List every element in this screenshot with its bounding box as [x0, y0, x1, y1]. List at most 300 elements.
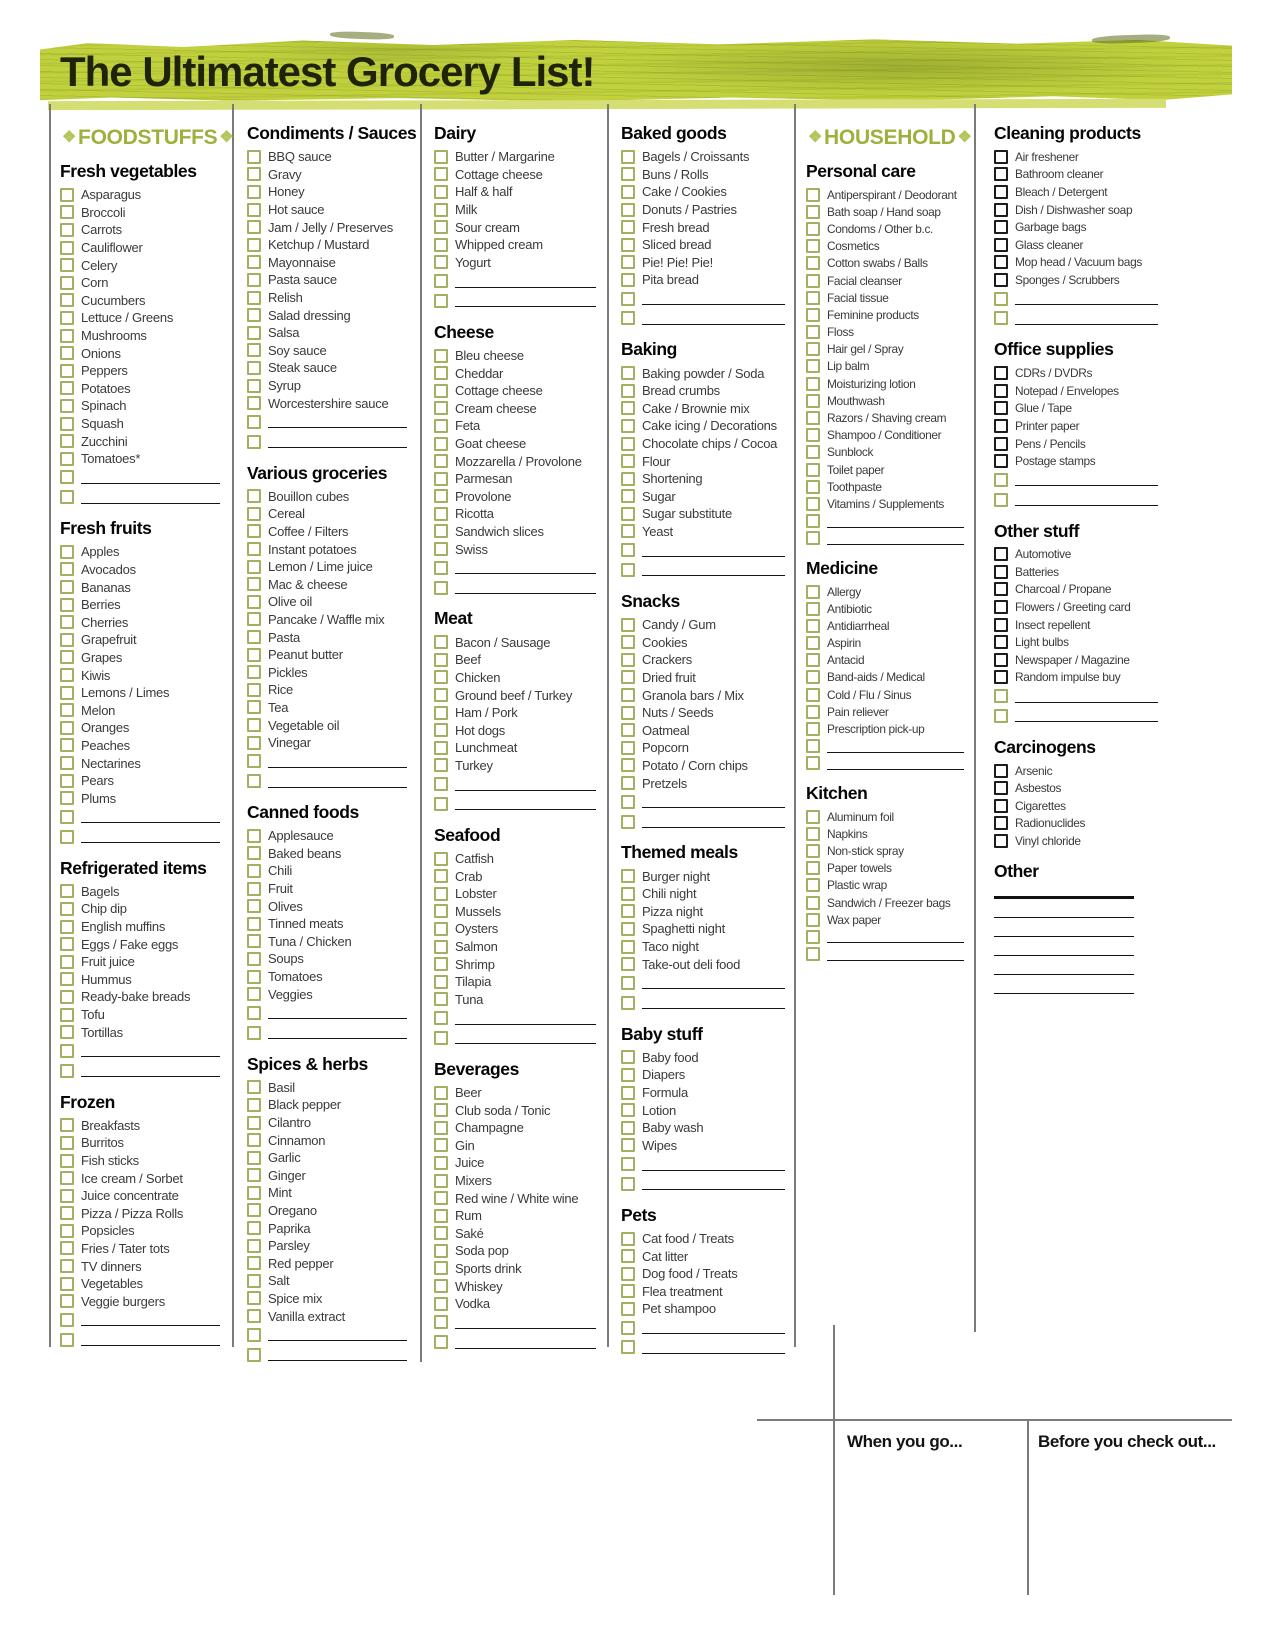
write-in-line[interactable]	[1015, 493, 1158, 506]
checkbox[interactable]	[806, 342, 820, 356]
checkbox[interactable]	[806, 188, 820, 202]
checkbox[interactable]	[621, 688, 635, 702]
checkbox[interactable]	[434, 349, 448, 363]
checkbox[interactable]	[247, 970, 261, 984]
checkbox[interactable]	[247, 1186, 261, 1200]
checkbox[interactable]	[247, 648, 261, 662]
checkbox[interactable]	[434, 1121, 448, 1135]
checkbox[interactable]	[434, 1138, 448, 1152]
checkbox[interactable]	[994, 292, 1008, 306]
checkbox[interactable]	[247, 1026, 261, 1040]
checkbox[interactable]	[247, 150, 261, 164]
checkbox[interactable]	[434, 1297, 448, 1311]
checkbox[interactable]	[621, 238, 635, 252]
checkbox[interactable]	[806, 878, 820, 892]
checkbox[interactable]	[247, 665, 261, 679]
checkbox[interactable]	[621, 454, 635, 468]
checkbox[interactable]	[621, 1068, 635, 1082]
checkbox[interactable]	[621, 1086, 635, 1100]
checkbox[interactable]	[806, 861, 820, 875]
checkbox[interactable]	[994, 565, 1008, 579]
checkbox[interactable]	[247, 255, 261, 269]
checkbox[interactable]	[994, 366, 1008, 380]
checkbox[interactable]	[434, 635, 448, 649]
checkbox[interactable]	[60, 580, 74, 594]
checkbox[interactable]	[806, 256, 820, 270]
checkbox[interactable]	[621, 255, 635, 269]
checkbox[interactable]	[621, 507, 635, 521]
checkbox[interactable]	[434, 384, 448, 398]
checkbox[interactable]	[60, 452, 74, 466]
checkbox[interactable]	[247, 1080, 261, 1094]
checkbox[interactable]	[994, 670, 1008, 684]
write-in-line[interactable]	[1015, 473, 1158, 486]
checkbox[interactable]	[621, 1050, 635, 1064]
checkbox[interactable]	[60, 902, 74, 916]
checkbox[interactable]	[60, 703, 74, 717]
checkbox[interactable]	[434, 797, 448, 811]
checkbox[interactable]	[434, 524, 448, 538]
checkbox[interactable]	[247, 1133, 261, 1147]
checkbox[interactable]	[247, 1168, 261, 1182]
checkbox[interactable]	[621, 401, 635, 415]
checkbox[interactable]	[60, 955, 74, 969]
checkbox[interactable]	[60, 1294, 74, 1308]
checkbox[interactable]	[621, 957, 635, 971]
checkbox[interactable]	[621, 311, 635, 325]
checkbox[interactable]	[434, 688, 448, 702]
checkbox[interactable]	[621, 472, 635, 486]
write-in-line[interactable]	[642, 795, 785, 808]
checkbox[interactable]	[621, 1232, 635, 1246]
checkbox[interactable]	[994, 709, 1008, 723]
checkbox[interactable]	[621, 167, 635, 181]
checkbox[interactable]	[60, 633, 74, 647]
checkbox[interactable]	[621, 543, 635, 557]
checkbox[interactable]	[621, 419, 635, 433]
checkbox[interactable]	[434, 472, 448, 486]
checkbox[interactable]	[434, 1315, 448, 1329]
write-in-line[interactable]	[642, 312, 785, 325]
checkbox[interactable]	[994, 203, 1008, 217]
checkbox[interactable]	[60, 686, 74, 700]
checkbox[interactable]	[60, 830, 74, 844]
checkbox[interactable]	[434, 1335, 448, 1349]
write-in-line[interactable]	[455, 778, 596, 791]
checkbox[interactable]	[434, 561, 448, 575]
write-in-line[interactable]	[994, 896, 1134, 899]
checkbox[interactable]	[621, 203, 635, 217]
checkbox[interactable]	[806, 274, 820, 288]
checkbox[interactable]	[247, 736, 261, 750]
checkbox[interactable]	[994, 255, 1008, 269]
checkbox[interactable]	[806, 445, 820, 459]
checkbox[interactable]	[247, 882, 261, 896]
checkbox[interactable]	[247, 595, 261, 609]
write-in-line[interactable]	[81, 810, 220, 823]
checkbox[interactable]	[806, 810, 820, 824]
write-in-line[interactable]	[1015, 709, 1158, 722]
checkbox[interactable]	[806, 205, 820, 219]
checkbox[interactable]	[247, 612, 261, 626]
checkbox[interactable]	[621, 292, 635, 306]
checkbox[interactable]	[247, 291, 261, 305]
checkbox[interactable]	[994, 273, 1008, 287]
checkbox[interactable]	[621, 670, 635, 684]
write-in-line[interactable]	[827, 740, 964, 753]
checkbox[interactable]	[247, 987, 261, 1001]
checkbox[interactable]	[60, 1171, 74, 1185]
checkbox[interactable]	[621, 869, 635, 883]
checkbox[interactable]	[434, 1011, 448, 1025]
write-in-line[interactable]	[1015, 292, 1158, 305]
checkbox[interactable]	[806, 377, 820, 391]
checkbox[interactable]	[247, 630, 261, 644]
checkbox[interactable]	[247, 829, 261, 843]
write-in-line[interactable]	[827, 515, 964, 528]
checkbox[interactable]	[806, 913, 820, 927]
checkbox[interactable]	[621, 185, 635, 199]
checkbox[interactable]	[621, 489, 635, 503]
checkbox[interactable]	[434, 220, 448, 234]
checkbox[interactable]	[621, 524, 635, 538]
write-in-line[interactable]	[994, 974, 1134, 975]
checkbox[interactable]	[994, 238, 1008, 252]
checkbox[interactable]	[247, 435, 261, 449]
checkbox[interactable]	[247, 167, 261, 181]
checkbox[interactable]	[247, 524, 261, 538]
checkbox[interactable]	[247, 1098, 261, 1112]
checkbox[interactable]	[247, 489, 261, 503]
checkbox[interactable]	[621, 1340, 635, 1354]
checkbox[interactable]	[60, 1333, 74, 1347]
checkbox[interactable]	[994, 493, 1008, 507]
write-in-line[interactable]	[455, 561, 596, 574]
checkbox[interactable]	[434, 1174, 448, 1188]
checkbox[interactable]	[621, 940, 635, 954]
checkbox[interactable]	[247, 917, 261, 931]
checkbox[interactable]	[60, 1313, 74, 1327]
checkbox[interactable]	[247, 361, 261, 375]
checkbox[interactable]	[621, 1249, 635, 1263]
write-in-line[interactable]	[994, 917, 1134, 918]
checkbox[interactable]	[434, 852, 448, 866]
checkbox[interactable]	[434, 581, 448, 595]
checkbox[interactable]	[434, 904, 448, 918]
write-in-line[interactable]	[827, 757, 964, 770]
checkbox[interactable]	[247, 952, 261, 966]
write-in-line[interactable]	[642, 1177, 785, 1190]
checkbox[interactable]	[434, 992, 448, 1006]
checkbox[interactable]	[434, 507, 448, 521]
write-in-line[interactable]	[81, 830, 220, 843]
checkbox[interactable]	[994, 600, 1008, 614]
checkbox[interactable]	[434, 1226, 448, 1240]
checkbox[interactable]	[247, 718, 261, 732]
write-in-line[interactable]	[1015, 312, 1158, 325]
checkbox[interactable]	[621, 635, 635, 649]
checkbox[interactable]	[434, 1103, 448, 1117]
checkbox[interactable]	[434, 1156, 448, 1170]
checkbox[interactable]	[434, 401, 448, 415]
checkbox[interactable]	[994, 582, 1008, 596]
checkbox[interactable]	[434, 1086, 448, 1100]
checkbox[interactable]	[434, 1191, 448, 1205]
checkbox[interactable]	[434, 957, 448, 971]
checkbox[interactable]	[806, 463, 820, 477]
checkbox[interactable]	[994, 816, 1008, 830]
checkbox[interactable]	[806, 394, 820, 408]
checkbox[interactable]	[621, 563, 635, 577]
checkbox[interactable]	[434, 185, 448, 199]
checkbox[interactable]	[806, 291, 820, 305]
checkbox[interactable]	[621, 366, 635, 380]
checkbox[interactable]	[434, 238, 448, 252]
checkbox[interactable]	[247, 560, 261, 574]
checkbox[interactable]	[434, 975, 448, 989]
write-in-line[interactable]	[827, 930, 964, 943]
write-in-line[interactable]	[268, 1328, 407, 1341]
write-in-line[interactable]	[81, 491, 220, 504]
checkbox[interactable]	[247, 1348, 261, 1362]
write-in-line[interactable]	[994, 955, 1134, 956]
checkbox[interactable]	[434, 274, 448, 288]
checkbox[interactable]	[60, 1277, 74, 1291]
checkbox[interactable]	[806, 896, 820, 910]
write-in-line[interactable]	[455, 1316, 596, 1329]
write-in-line[interactable]	[642, 1321, 785, 1334]
checkbox[interactable]	[247, 379, 261, 393]
checkbox[interactable]	[621, 1157, 635, 1171]
checkbox[interactable]	[60, 399, 74, 413]
checkbox[interactable]	[247, 308, 261, 322]
checkbox[interactable]	[994, 799, 1008, 813]
checkbox[interactable]	[60, 329, 74, 343]
write-in-line[interactable]	[994, 993, 1134, 994]
checkbox[interactable]	[434, 454, 448, 468]
checkbox[interactable]	[60, 1154, 74, 1168]
checkbox[interactable]	[806, 653, 820, 667]
checkbox[interactable]	[434, 150, 448, 164]
write-in-line[interactable]	[455, 797, 596, 810]
checkbox[interactable]	[621, 795, 635, 809]
write-in-line[interactable]	[268, 755, 407, 768]
write-in-line[interactable]	[642, 544, 785, 557]
checkbox[interactable]	[621, 618, 635, 632]
checkbox[interactable]	[60, 258, 74, 272]
checkbox[interactable]	[60, 791, 74, 805]
checkbox[interactable]	[60, 188, 74, 202]
checkbox[interactable]	[434, 869, 448, 883]
checkbox[interactable]	[247, 1239, 261, 1253]
checkbox[interactable]	[247, 203, 261, 217]
checkbox[interactable]	[247, 1328, 261, 1342]
write-in-line[interactable]	[642, 1158, 785, 1171]
checkbox[interactable]	[806, 947, 820, 961]
checkbox[interactable]	[434, 437, 448, 451]
checkbox[interactable]	[806, 497, 820, 511]
checkbox[interactable]	[60, 293, 74, 307]
checkbox[interactable]	[247, 899, 261, 913]
checkbox[interactable]	[434, 1031, 448, 1045]
checkbox[interactable]	[806, 688, 820, 702]
checkbox[interactable]	[994, 454, 1008, 468]
checkbox[interactable]	[60, 1008, 74, 1022]
checkbox[interactable]	[806, 531, 820, 545]
checkbox[interactable]	[621, 220, 635, 234]
checkbox[interactable]	[60, 1044, 74, 1058]
checkbox[interactable]	[247, 774, 261, 788]
checkbox[interactable]	[994, 547, 1008, 561]
checkbox[interactable]	[621, 1302, 635, 1316]
checkbox[interactable]	[621, 706, 635, 720]
checkbox[interactable]	[247, 238, 261, 252]
checkbox[interactable]	[621, 741, 635, 755]
checkbox[interactable]	[994, 311, 1008, 325]
checkbox[interactable]	[994, 419, 1008, 433]
checkbox[interactable]	[247, 754, 261, 768]
checkbox[interactable]	[247, 1221, 261, 1235]
checkbox[interactable]	[434, 922, 448, 936]
checkbox[interactable]	[434, 419, 448, 433]
checkbox[interactable]	[806, 705, 820, 719]
checkbox[interactable]	[60, 562, 74, 576]
checkbox[interactable]	[621, 996, 635, 1010]
write-in-line[interactable]	[455, 294, 596, 307]
checkbox[interactable]	[60, 470, 74, 484]
checkbox[interactable]	[434, 489, 448, 503]
checkbox[interactable]	[621, 1138, 635, 1152]
checkbox[interactable]	[621, 723, 635, 737]
write-in-line[interactable]	[642, 815, 785, 828]
checkbox[interactable]	[60, 223, 74, 237]
checkbox[interactable]	[247, 396, 261, 410]
checkbox[interactable]	[247, 1203, 261, 1217]
checkbox[interactable]	[621, 904, 635, 918]
checkbox[interactable]	[60, 810, 74, 824]
checkbox[interactable]	[247, 1291, 261, 1305]
checkbox[interactable]	[434, 1244, 448, 1258]
checkbox[interactable]	[434, 940, 448, 954]
checkbox[interactable]	[247, 683, 261, 697]
checkbox[interactable]	[994, 635, 1008, 649]
checkbox[interactable]	[806, 514, 820, 528]
write-in-line[interactable]	[455, 1012, 596, 1025]
checkbox[interactable]	[994, 689, 1008, 703]
checkbox[interactable]	[434, 758, 448, 772]
checkbox[interactable]	[247, 185, 261, 199]
checkbox[interactable]	[247, 507, 261, 521]
checkbox[interactable]	[806, 844, 820, 858]
checkbox[interactable]	[806, 636, 820, 650]
checkbox[interactable]	[434, 887, 448, 901]
checkbox[interactable]	[60, 738, 74, 752]
checkbox[interactable]	[994, 167, 1008, 181]
checkbox[interactable]	[621, 437, 635, 451]
checkbox[interactable]	[621, 1284, 635, 1298]
checkbox[interactable]	[434, 167, 448, 181]
write-in-line[interactable]	[455, 1031, 596, 1044]
checkbox[interactable]	[60, 276, 74, 290]
write-in-line[interactable]	[455, 581, 596, 594]
write-in-line[interactable]	[268, 415, 407, 428]
checkbox[interactable]	[60, 1118, 74, 1132]
checkbox[interactable]	[806, 722, 820, 736]
checkbox[interactable]	[247, 1274, 261, 1288]
checkbox[interactable]	[806, 222, 820, 236]
checkbox[interactable]	[247, 700, 261, 714]
write-in-line[interactable]	[642, 292, 785, 305]
checkbox[interactable]	[247, 1309, 261, 1323]
checkbox[interactable]	[806, 930, 820, 944]
checkbox[interactable]	[60, 598, 74, 612]
checkbox[interactable]	[60, 1241, 74, 1255]
write-in-line[interactable]	[642, 563, 785, 576]
checkbox[interactable]	[60, 1224, 74, 1238]
checkbox[interactable]	[60, 1136, 74, 1150]
checkbox[interactable]	[60, 937, 74, 951]
checkbox[interactable]	[434, 1279, 448, 1293]
checkbox[interactable]	[434, 777, 448, 791]
write-in-line[interactable]	[81, 1044, 220, 1057]
checkbox[interactable]	[621, 1267, 635, 1281]
checkbox[interactable]	[434, 1209, 448, 1223]
checkbox[interactable]	[806, 308, 820, 322]
checkbox[interactable]	[60, 1259, 74, 1273]
checkbox[interactable]	[994, 834, 1008, 848]
checkbox[interactable]	[434, 1261, 448, 1275]
checkbox[interactable]	[621, 1121, 635, 1135]
checkbox[interactable]	[434, 542, 448, 556]
checkbox[interactable]	[60, 668, 74, 682]
checkbox[interactable]	[434, 653, 448, 667]
checkbox[interactable]	[60, 920, 74, 934]
checkbox[interactable]	[60, 346, 74, 360]
checkbox[interactable]	[994, 473, 1008, 487]
checkbox[interactable]	[247, 1256, 261, 1270]
checkbox[interactable]	[60, 490, 74, 504]
checkbox[interactable]	[247, 846, 261, 860]
checkbox[interactable]	[806, 239, 820, 253]
write-in-line[interactable]	[81, 1313, 220, 1326]
checkbox[interactable]	[60, 990, 74, 1004]
checkbox[interactable]	[806, 585, 820, 599]
checkbox[interactable]	[60, 311, 74, 325]
checkbox[interactable]	[247, 934, 261, 948]
checkbox[interactable]	[994, 220, 1008, 234]
checkbox[interactable]	[60, 615, 74, 629]
checkbox[interactable]	[434, 741, 448, 755]
checkbox[interactable]	[621, 776, 635, 790]
checkbox[interactable]	[994, 781, 1008, 795]
checkbox[interactable]	[60, 241, 74, 255]
write-in-line[interactable]	[81, 471, 220, 484]
checkbox[interactable]	[60, 972, 74, 986]
checkbox[interactable]	[434, 203, 448, 217]
write-in-line[interactable]	[268, 435, 407, 448]
checkbox[interactable]	[806, 480, 820, 494]
write-in-line[interactable]	[994, 936, 1134, 937]
checkbox[interactable]	[994, 401, 1008, 415]
write-in-line[interactable]	[81, 1064, 220, 1077]
checkbox[interactable]	[994, 764, 1008, 778]
checkbox[interactable]	[621, 150, 635, 164]
write-in-line[interactable]	[827, 948, 964, 961]
checkbox[interactable]	[806, 619, 820, 633]
checkbox[interactable]	[60, 884, 74, 898]
checkbox[interactable]	[60, 1064, 74, 1078]
checkbox[interactable]	[994, 437, 1008, 451]
